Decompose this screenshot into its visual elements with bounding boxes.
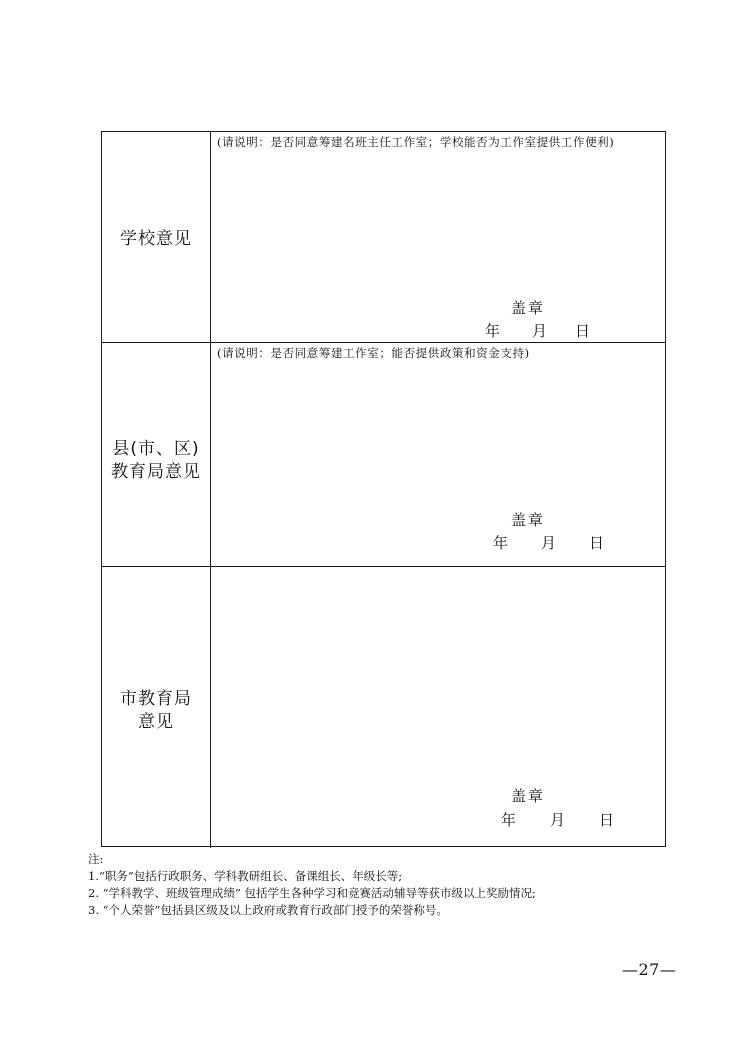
school-opinion-row [102,132,665,343]
date-year-label: 年 [501,811,517,829]
label-line: 意见 [138,711,174,732]
label-line: 学校意见 [120,228,192,249]
date-month-label: 月 [550,811,566,829]
county-bureau-instruction: (请说明：是否同意筹建工作室；能否提供政策和资金支持) [217,346,530,360]
footnotes [88,851,536,919]
date-year-label: 年 [485,322,501,340]
city-bureau-opinion-row [102,567,665,848]
label-line: 教育局意见 [111,461,201,482]
opinion-form-table [101,131,666,847]
date-year-label: 年 [493,534,509,552]
school-opinion-label-cell [102,132,211,342]
school-opinion-content-cell [211,132,665,342]
city-bureau-opinion-label [120,688,192,734]
label-line: 市教育局 [120,688,192,709]
county-bureau-opinion-row [102,343,665,567]
county-bureau-opinion-label [111,438,201,484]
date-day-label: 日 [575,322,591,340]
note-item: 1.“职务”包括行政职务、学科教研组长、备课组长、年级长等; [88,869,403,883]
label-line: 县(市、区) [112,438,200,459]
date-day-label: 日 [599,811,615,829]
city-bureau-label-cell [102,567,211,848]
seal-label: 盖章 [511,299,546,317]
city-bureau-content-cell [211,567,665,848]
note-item: 2. “学科教学、班级管理成绩” 包括学生各种学习和竞赛活动辅导等获市级以上奖励情况; [88,886,536,900]
seal-label: 盖章 [511,787,546,805]
county-bureau-label-cell [102,343,211,566]
school-opinion-label [120,228,192,251]
page-number: —27— [622,960,677,979]
date-day-label: 日 [589,534,605,552]
seal-label: 盖章 [511,511,546,529]
date-month-label: 月 [532,322,548,340]
note-item: 3. “个人荣誉”包括县区级及以上政府或教育行政部门授予的荣誉称号。 [88,903,448,917]
school-opinion-instruction: (请说明：是否同意筹建名班主任工作室；学校能否为工作室提供工作便利) [217,135,615,149]
notes-heading: 注: [88,852,104,866]
county-bureau-content-cell [211,343,665,566]
date-month-label: 月 [541,534,557,552]
